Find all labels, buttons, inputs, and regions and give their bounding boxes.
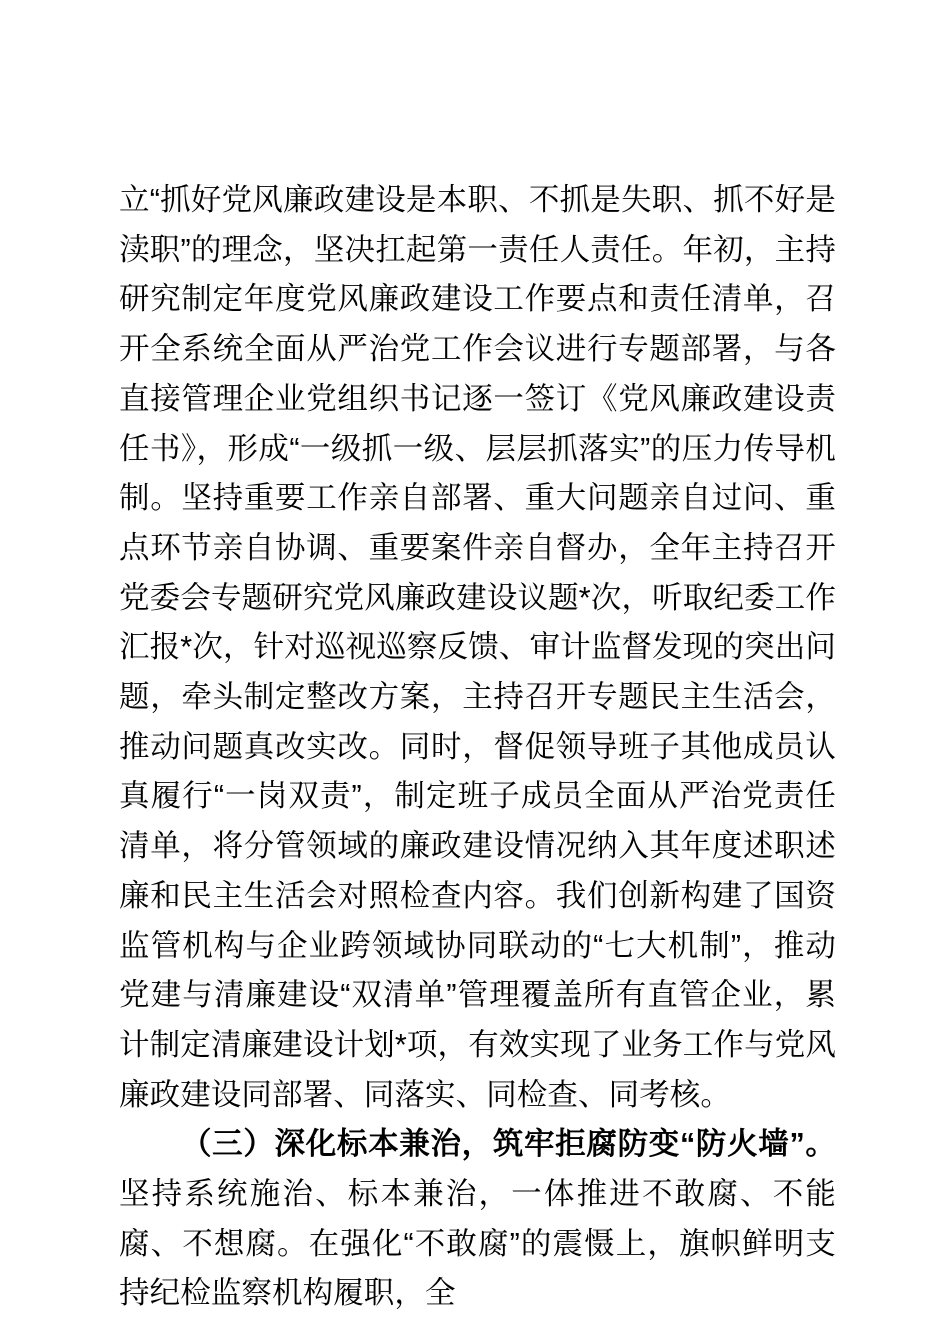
section-body-run: 坚持系统施治、标本兼治，一体推进不敢腐、不能腐、不想腐。在强化“不敢腐”的震慑上，旗帜鲜明支持纪检监察机构履职，全 — [119, 1177, 836, 1311]
section-heading-run: （三）深化标本兼治，筑牢拒腐防变“防火墙”。 — [181, 1127, 836, 1162]
paragraph-continuation — [119, 176, 836, 1120]
paragraph-text-run: 立“抓好党风廉政建设是本职、不抓是失职、抓不好是渎职”的理念，坚决扛起第一责任人责任。年初，主持研究制定年度党风廉政建设工作要点和责任清单，召开全系统全面从严治党工作会议进行专题部署，与各直接管理企业党组织书记逐一签订《党风廉政建设责任书》，形成“一级抓一级、层层抓落实”的压力传导机制。坚持重要工作亲自部署、重大问题亲自过问、重点环节亲自协调、重要案件亲自督办，全年主持召开党委会专题研究党风廉政建设议题*次，听取纪委工作汇报*次，针对巡视巡察反馈、审计监督发现的突出问题，牵头制定整改方案，主持召开专题民主生活会，推动问题真改实改。同时，督促领导班子其他成员认真履行“一岗双责”，制定班子成员全面从严治党责任清单，将分管领域的廉政建设情况纳入其年度述职述廉和民主生活会对照检查内容。我们创新构建了国资监管机构与企业跨领域协同联动的“七大机制”，推动党建与清廉建设“双清单”管理覆盖所有直管企业，累计制定清廉建设计划*项，有效实现了业务工作与党风廉政建设同部署、同落实、同检查、同考核。 — [119, 183, 836, 1112]
document-text-column — [119, 176, 836, 1319]
paragraph-section-three — [119, 1120, 836, 1319]
